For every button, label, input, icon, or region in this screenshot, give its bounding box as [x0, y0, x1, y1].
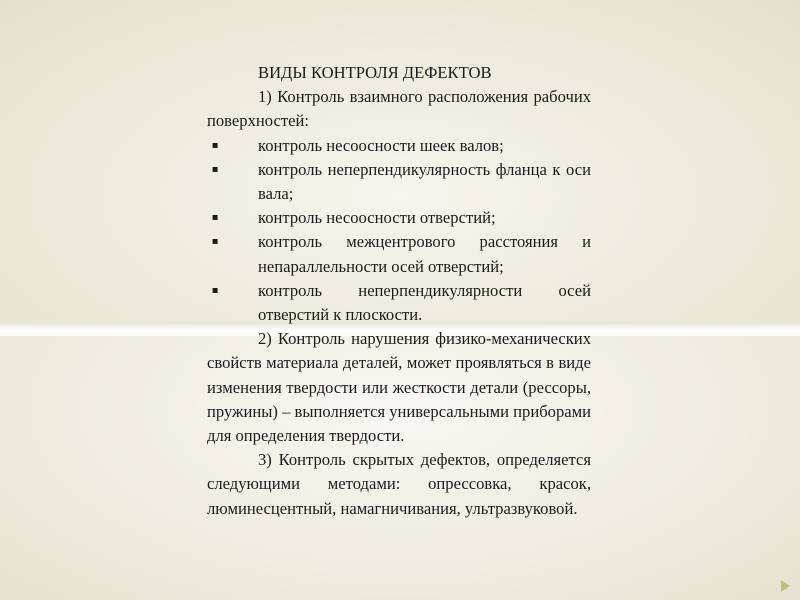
list-item [207, 206, 591, 230]
bullet-icon: ▪ [211, 212, 219, 224]
bullet-icon: ▪ [211, 236, 219, 248]
list-item [207, 158, 591, 206]
section-3-text: 3) Контроль скрытых дефектов, определяется следующими методами: опрессовка, красок, люминесцентный, намагничивания, ультразвуковой. [207, 450, 591, 518]
document-text [207, 61, 591, 521]
list-item [207, 279, 591, 327]
bullet-icon: ▪ [211, 284, 219, 296]
list-item [207, 230, 591, 278]
document-heading: ВИДЫ КОНТРОЛЯ ДЕФЕКТОВ [258, 63, 492, 82]
list-item-text: контроль межцентрового расстояния и непараллельности осей отверстий; [258, 232, 591, 276]
list-item-text: контроль несоосности отверстий; [258, 208, 496, 228]
list-item-text: контроль неперпендикулярности осей отверстий к плоскости. [258, 280, 591, 325]
list-item-text: контроль неперпендикулярность фланца к оси вала; [258, 159, 591, 204]
list-item-text: контроль несоосности шеек валов; [258, 135, 504, 155]
section-2-text: 2) Контроль нарушения физико-механических свойств материала деталей, может проявляться в виде изменения твердости или жесткости детали (рессоры, пружины) – выполняется универсальными приборами для определения твердости. [207, 329, 592, 446]
bullet-icon: ▪ [211, 139, 219, 151]
defect-control-list [207, 134, 591, 328]
next-slide-arrow-icon[interactable] [781, 580, 790, 592]
section-1-text: 1) Контроль взаимного расположения рабочих поверхностей: [207, 87, 591, 131]
list-item [207, 134, 591, 158]
bullet-icon: ▪ [211, 163, 219, 175]
